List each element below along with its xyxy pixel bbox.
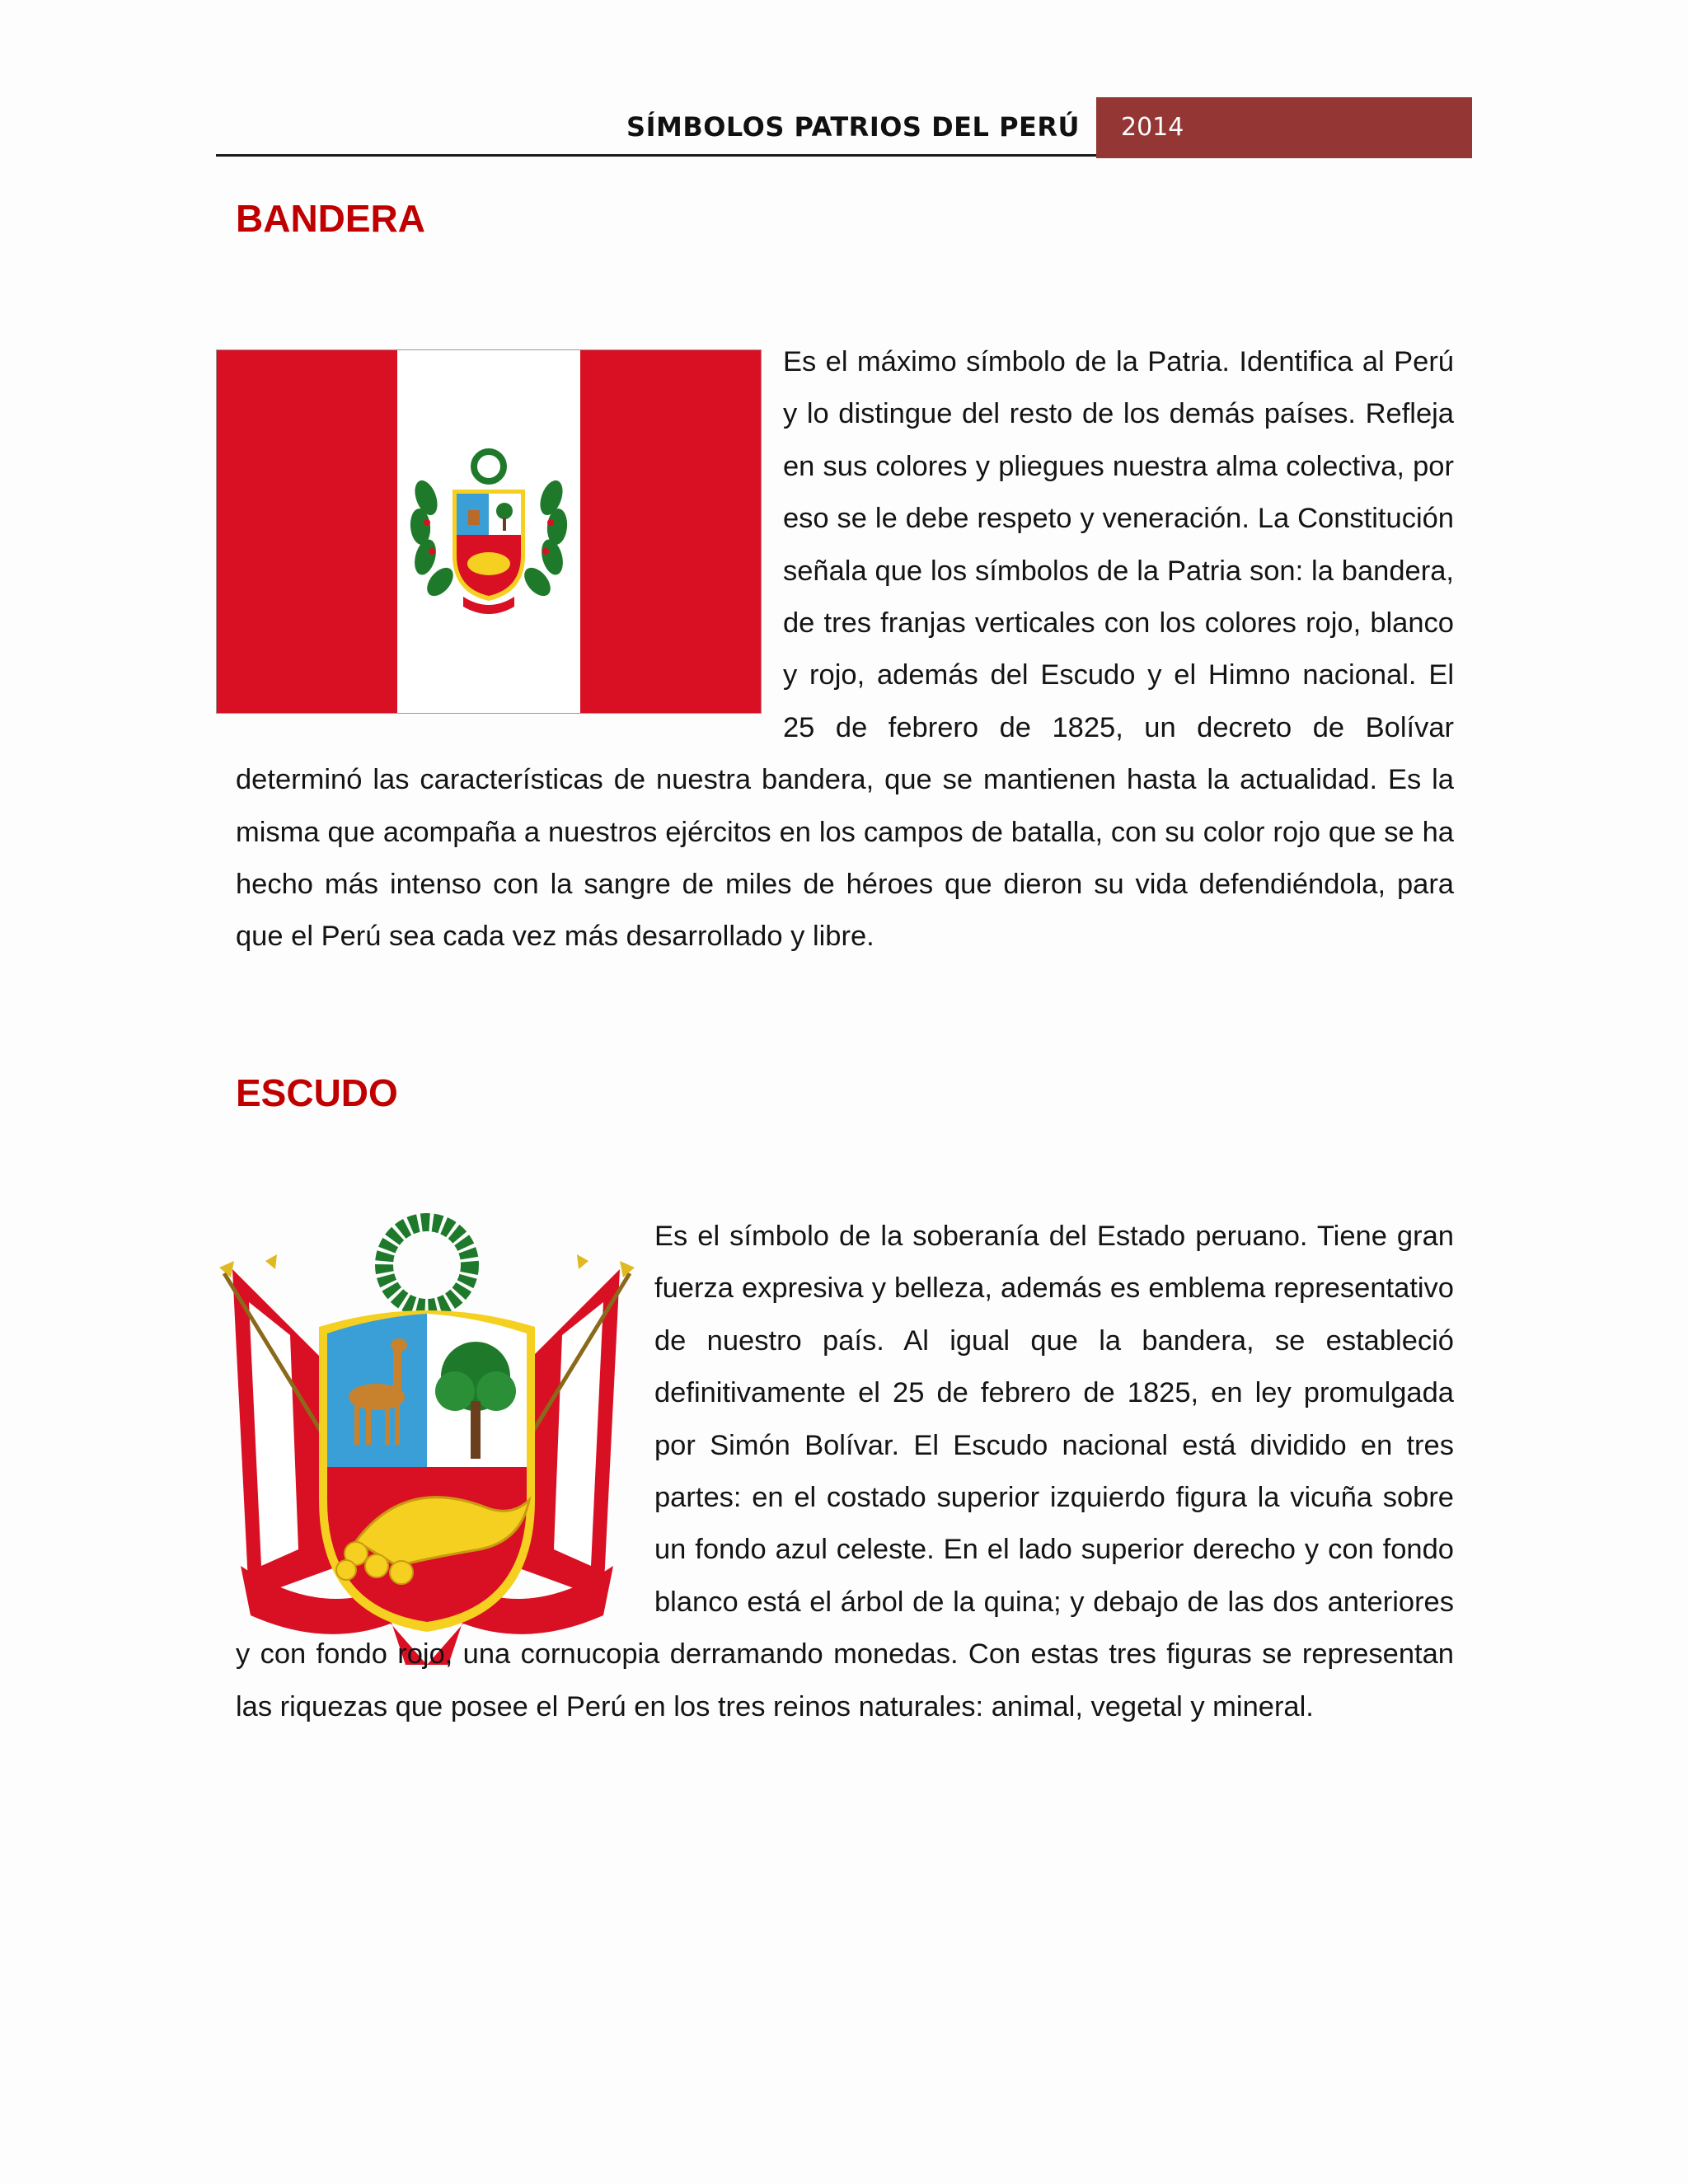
escudo-title: ESCUDO xyxy=(236,1071,398,1114)
flag-spacer xyxy=(236,343,783,709)
coat-spacer xyxy=(236,1217,654,1583)
page-header xyxy=(216,97,1472,158)
bandera-title: BANDERA xyxy=(236,197,425,240)
header-year: 2014 xyxy=(1096,97,1472,158)
escudo-paragraph xyxy=(236,1211,1454,1733)
header-title: SÍMBOLOS PATRIOS DEL PERÚ xyxy=(216,97,1096,157)
bandera-paragraph xyxy=(236,336,1454,963)
escudo-text: Es el símbolo de la soberanía del Estado peruano. Tiene gran fuerza expresiva y belleza, además es emblema representativo de nuestro país. Al igual que la bandera, se estableció definitivamente el 25 de febrero de 1825, en ley promulgada por Simón Bolívar. El Escudo nacional está dividido en tres partes: en el costado superior izquierdo figura la vicuña sobre un fondo azul celeste. En el lado superior derecho y con fondo blanco está el árbol de la quina; y debajo de las dos anteriores y con fondo rojo, una cornucopia derramando monedas. Con estas tres figuras se representan las riquezas que posee el Perú en los tres reinos naturales: animal, vegetal y mineral. xyxy=(236,1221,1454,1722)
bandera-text: Es el máximo símbolo de la Patria. Identifica al Perú y lo distingue del resto de los demás países. Refleja en sus colores y pliegues nuestra alma colectiva, por eso se le debe respeto y veneración. La Constitución señala que los símbolos de la Patria son: la bandera, de tres franjas verticales con los colores rojo, blanco y rojo, además del Escudo y el Himno nacional. El 25 de febrero de 1825, un decreto de Bolívar determinó las características de nuestra bandera, que se mantienen hasta la actualidad. Es la misma que acompaña a nuestros ejércitos en los campos de batalla, con su color rojo que se ha hecho más intenso con la sangre de miles de héroes que dieron su vida defendiéndola, para que el Perú sea cada vez más desarrollado y libre. xyxy=(236,346,1454,953)
